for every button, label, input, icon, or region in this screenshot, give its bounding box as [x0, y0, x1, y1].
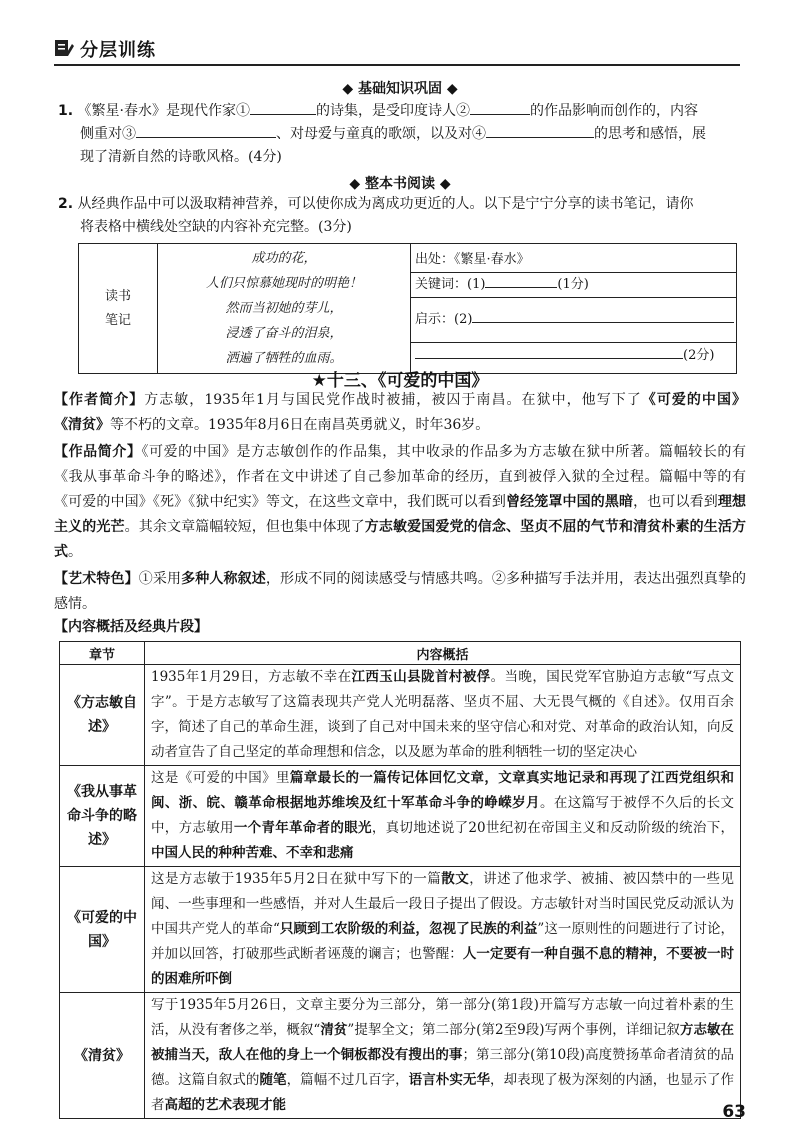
insight-label: 启示：(2) — [415, 312, 473, 327]
pencil-note-icon — [54, 38, 74, 58]
summary-text: ；第三部分(第10段)高度赞扬革命者清贫的品德。这篇自叙式的 — [151, 1047, 734, 1088]
summary-highlight: 人一定要有一种自强不息的精神，不要被一时的困难所吓倒 — [151, 946, 735, 987]
author-highlight-2: 《清贫》 — [54, 417, 110, 433]
question-2 — [58, 193, 748, 239]
poem-line: 成功的花， — [251, 251, 317, 266]
summary-highlight: 中国人民的种种苦难、不幸和悲痛 — [151, 845, 354, 861]
author-intro — [54, 388, 746, 438]
poem-line: 洒遍了牺牲的血雨。 — [225, 351, 343, 366]
table-row — [60, 665, 741, 766]
summary-cell — [145, 665, 741, 766]
keyword-blank[interactable] — [485, 273, 557, 288]
q1-text-3: 的作品影响而创作的，内容 — [529, 103, 698, 119]
q1-text-5: 、对母爱与童真的歌颂，以及对④ — [276, 126, 486, 142]
summary-highlight: 高超的艺术表现才能 — [164, 1097, 286, 1113]
summary-header-row — [60, 642, 741, 665]
summary-cell — [145, 993, 741, 1119]
source-text: 出处：《繁星·春水》 — [415, 252, 530, 267]
summary-text: ，讲述了他求学、被捕、被囚禁中的一些见闻、一些事理和一些感悟，并对人生最后一段日子提出了假设。方志敏针对当时国民党反动派认为中国共产党人的革命“ — [151, 871, 735, 937]
q1-text-6: 的思考和感悟，展 — [594, 126, 706, 142]
note-label-cell — [79, 244, 158, 374]
summary-text: 。当晚，国民党军官胁迫方志敏“写点文字”。于是方志敏写了这篇表现共产党人光明磊落、坚贞不屈、大无畏气概的《自述》。仅用百余字，简述了自己的革命生涯，谈到了自己对中国未来的坚守信心和对党、对革命的政治认知，向反动者宣告了自己坚定的革命理想和信念，以及愿为革命的胜利牺牲一切的坚定决心 — [151, 669, 735, 760]
chapter-cell: 《方志敏自述》 — [60, 665, 145, 766]
summary-highlight: 只顾到工农阶级的利益，忽视了民族的利益 — [279, 921, 538, 937]
summary-text: 写于1935年5月26日，文章主要分为三部分，第一部分(第1段)开篇写方志敏一向过着朴素的生活，从没有奢侈之举，概叙“ — [151, 997, 734, 1038]
poem-line: 浸透了奋斗的泪泉， — [225, 326, 343, 341]
insight-row — [411, 298, 736, 343]
work-text-1: 《可爱的中国》是方志敏创作的作品集，其中收录的作品多为方志敏在狱中所著。篇幅较长的有《我从事革命斗争的略述》，作者在文中讲述了自己参加革命的经历，直到被俘入狱的全过程。篇幅中等的有《可爱的中国》《死》《狱中纪实》等文，在这些文章中，我们既可以看到 — [54, 444, 747, 510]
section-whole-book-title: ◆ 整本书阅读 ◆ — [349, 176, 451, 192]
work-highlight-3: 方志敏爱国爱党的信念、坚贞不屈的气节和清贫朴素的生活方式 — [54, 519, 746, 560]
author-tag: 【作者简介】 — [54, 392, 145, 408]
page-number: 63 — [722, 1102, 746, 1122]
summary-highlight: 散文 — [441, 871, 470, 887]
table-row — [60, 867, 741, 993]
summary-text: ，篇幅不过几百字， — [286, 1072, 409, 1088]
q1-text-1: 《繁星·春水》是现代作家① — [77, 103, 250, 119]
col-header-chapter: 章节 — [60, 642, 145, 665]
author-text-2: 等不朽的文章。1935年8月6日在南昌英勇就义，时年36岁。 — [110, 417, 490, 433]
q1-text-2: 的诗集，是受印度诗人② — [315, 103, 470, 119]
work-highlight-1: 曾经笼罩中国的黑暗 — [506, 494, 634, 510]
q1-text-7: 现了清新自然的诗歌风格。(4分) — [80, 149, 282, 165]
work-tag: 【作品简介】 — [54, 444, 142, 460]
chapter-cell: 《我从事革命斗争的略述》 — [60, 766, 145, 867]
blank-3[interactable] — [136, 123, 276, 138]
poem-line: 然而当初她的芽儿， — [225, 301, 343, 316]
summary-text: ”提挈全文；第二部分(第2至9段)写两个事例，详细记叙 — [347, 1022, 680, 1038]
insight-score: (2分) — [683, 348, 715, 363]
summary-table — [59, 641, 741, 1119]
keyword-score: (1分) — [557, 277, 589, 292]
table-row — [60, 993, 741, 1119]
keyword-label: 关键词：(1) — [415, 277, 486, 292]
col-header-summary: 内容概括 — [145, 642, 741, 665]
summary-text: ”这一原则性的问题进行了讨论，并加以回答，打破那些武断者诬蔑的谰言；也警醒： — [151, 921, 735, 962]
chapter-cell: 《可爱的中国》 — [60, 867, 145, 993]
author-text-1: 方志敏，1935年1月与国民党作战时被捕，被囚于南昌。在狱中，他写下了 — [144, 392, 642, 408]
question-1-number: 1. — [58, 103, 74, 119]
summary-highlight: 清贫 — [320, 1022, 348, 1038]
work-text-2: ，也可以看到 — [633, 494, 718, 510]
table-row — [60, 766, 741, 867]
header — [54, 36, 740, 66]
insight-blank-1[interactable] — [472, 308, 734, 323]
art-text-1: ①采用 — [138, 571, 182, 587]
work-text-4: 。 — [68, 544, 82, 560]
summary-highlight: 方志敏在被捕当天，敌人在他的身上一个铜板都没有搜出的事 — [151, 1022, 735, 1063]
q2-line-2: 将表格中横线处空缺的内容补充完整。(3分) — [80, 219, 352, 235]
summary-text: ，真切地述说了20世纪初在帝国主义和反动阶级的统治下， — [371, 820, 735, 836]
work-text-3: 。其余文章篇幅较短，但也集中体现了 — [124, 519, 365, 535]
source-row — [411, 248, 736, 273]
summary-text: 1935年1月29日，方志敏不幸在 — [151, 669, 352, 685]
summary-highlight: 随笔 — [259, 1072, 287, 1088]
note-answer-cell — [411, 244, 737, 374]
art-text-2: ，形成不同的阅读感受与情感共鸣。②多种描写手法并用，表达出强烈真挚的感情。 — [54, 571, 746, 612]
insight-blank-2[interactable] — [415, 344, 683, 359]
summary-heading — [54, 615, 746, 640]
summary-highlight: 篇章最长的一篇传记体回忆文章，文章真实地记录和再现了江西党组织和闽、浙、皖、赣革命根据地苏维埃及红十军革命斗争的峥嵘岁月 — [151, 770, 735, 811]
summary-cell — [145, 766, 741, 867]
section-title: ★十三、《可爱的中国》 — [311, 371, 489, 391]
header-title: 分层训练 — [80, 40, 156, 61]
section-basic-title: ◆ 基础知识巩固 ◆ — [342, 81, 458, 97]
summary-highlight: 江西玉山县陇首村被俘 — [351, 669, 491, 685]
art-tag: 【艺术特色】 — [54, 571, 139, 587]
work-intro — [54, 440, 746, 565]
chapter-cell: 《清贫》 — [60, 993, 145, 1119]
author-highlight-1: 《可爱的中国》 — [641, 392, 746, 408]
summary-tag: 【内容概括及经典片段】 — [54, 619, 208, 635]
art-highlight-1: 多种人称叙述 — [181, 571, 266, 587]
summary-text: 这是方志敏于1935年5月2日在狱中写下的一篇 — [151, 871, 442, 887]
summary-text: 。在这篇写于被俘不久后的长文中，方志敏用 — [151, 795, 735, 836]
note-label-1: 读书 — [104, 288, 131, 304]
blank-4[interactable] — [486, 123, 594, 138]
work-highlight-2: 理想主义的光芒 — [54, 494, 747, 535]
reading-note-table — [78, 243, 737, 374]
poem-line: 人们只惊慕她现时的明艳！ — [205, 276, 362, 291]
question-2-number: 2. — [58, 196, 74, 212]
blank-2[interactable] — [470, 100, 530, 115]
summary-highlight: 语言朴实无华 — [408, 1072, 491, 1088]
poem-cell — [158, 244, 411, 374]
blank-1[interactable] — [250, 100, 316, 115]
q2-line-1: 从经典作品中可以汲取精神营养，可以使你成为离成功更近的人。以下是宁宁分享的读书笔记，请你 — [77, 196, 694, 212]
summary-text: 这是《可爱的中国》里 — [151, 770, 290, 786]
art-features — [54, 567, 746, 617]
summary-cell — [145, 867, 741, 993]
summary-text: ，却表现了极为深刻的内涵，也显示了作者 — [151, 1072, 735, 1113]
question-1 — [58, 100, 748, 169]
note-label-2: 笔记 — [104, 312, 131, 328]
summary-highlight: 一个青年革命者的眼光 — [233, 820, 372, 836]
q1-text-4: 侧重对③ — [80, 126, 136, 142]
keyword-row — [411, 273, 736, 298]
